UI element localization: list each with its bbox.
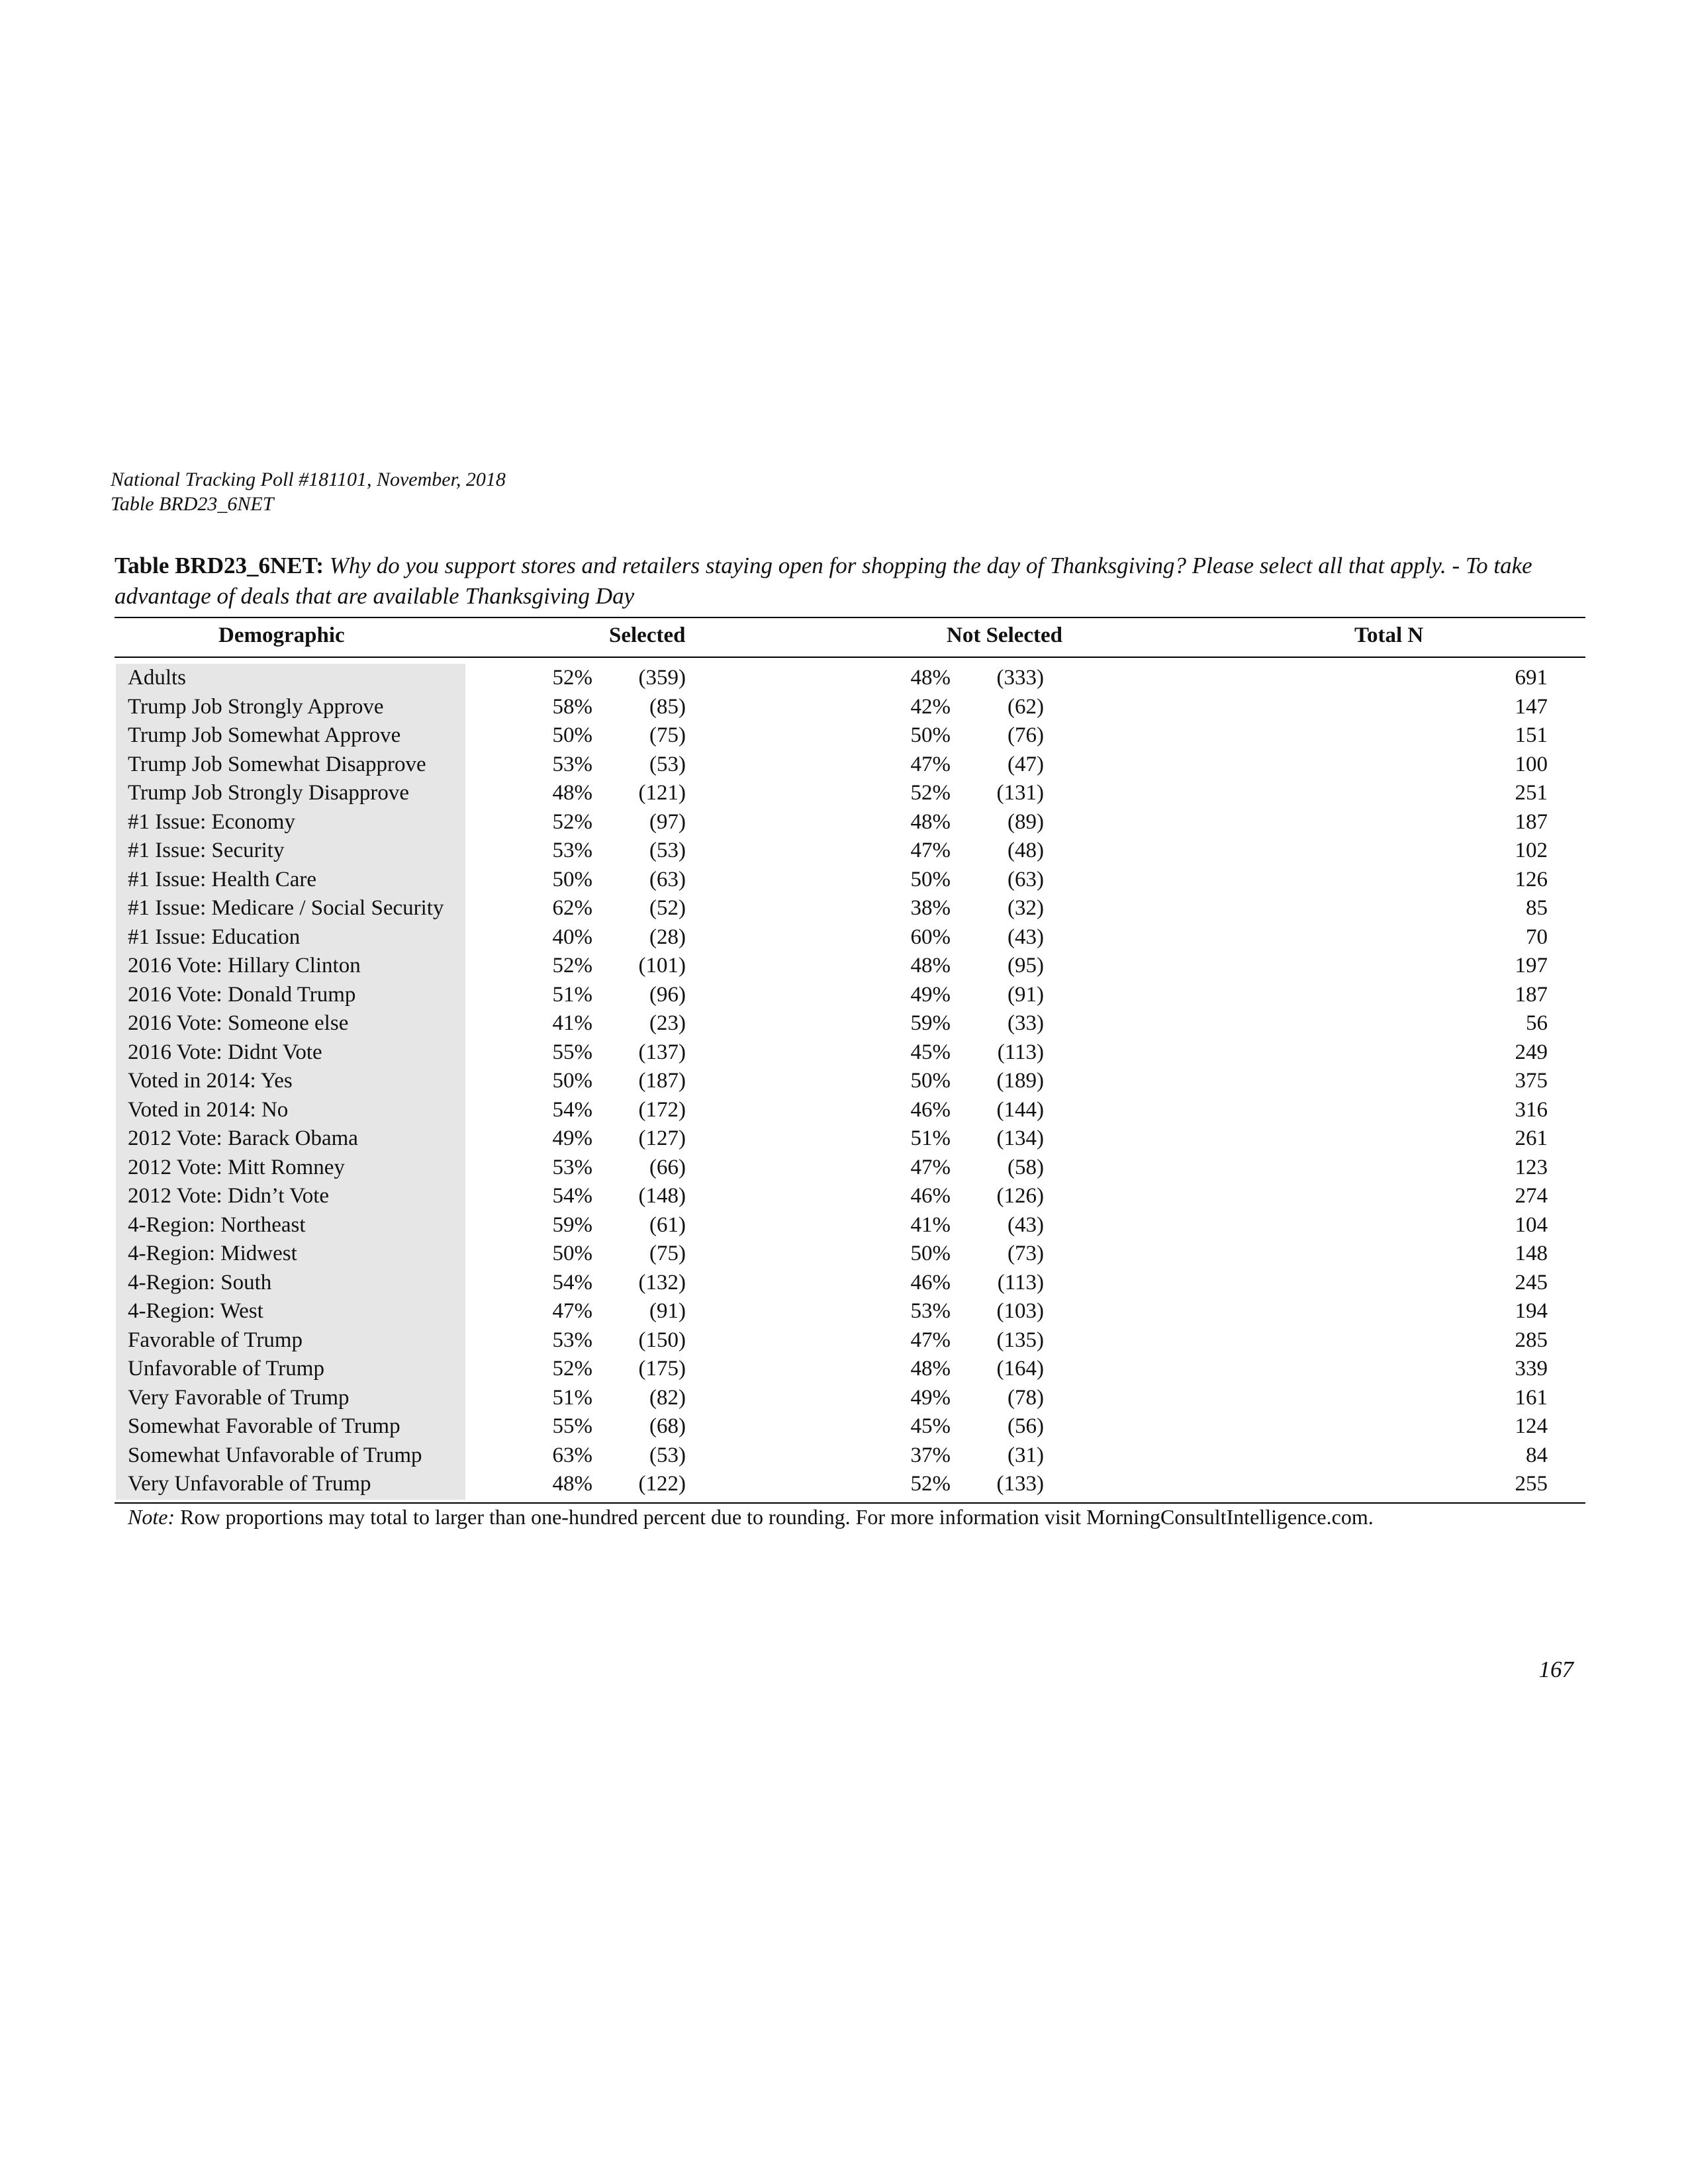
not-selected-count: (164) [996,1357,1044,1381]
not-selected-percent: 53% [910,1299,951,1323]
selected-percent: 54% [552,1270,592,1295]
table-row [0,1038,1688,1068]
not-selected-percent: 49% [910,1385,951,1410]
not-selected-count: (73) [1008,1242,1044,1265]
row-label: #1 Issue: Security [128,839,285,862]
row-label: Adults [128,666,187,690]
not-selected-count: (333) [996,666,1044,690]
row-label: 2012 Vote: Didn’t Vote [128,1184,330,1208]
caption-label: Table BRD23_6NET: [115,553,324,578]
not-selected-percent: 50% [910,867,951,891]
table-row [0,751,1688,780]
selected-percent: 49% [552,1126,592,1150]
row-label: Somewhat Favorable of Trump [128,1414,400,1438]
total-n: 285 [1515,1328,1548,1352]
not-selected-percent: 48% [910,954,951,978]
table-row [0,779,1688,808]
selected-count: (66) [649,1155,686,1179]
not-selected-percent: 51% [910,1126,951,1150]
row-label: 4-Region: South [128,1270,272,1295]
not-selected-percent: 41% [910,1212,951,1237]
total-n: 148 [1515,1242,1548,1265]
total-n: 85 [1526,896,1548,920]
total-n: 104 [1515,1212,1548,1237]
selected-count: (132) [638,1270,686,1295]
row-label: 2012 Vote: Mitt Romney [128,1155,345,1179]
not-selected-count: (43) [1008,925,1044,949]
not-selected-count: (47) [1008,752,1044,776]
selected-count: (101) [638,954,686,978]
not-selected-percent: 45% [910,1414,951,1438]
table-row [0,1240,1688,1269]
not-selected-count: (63) [1008,867,1044,891]
column-header-total-n: Total N [1354,623,1424,647]
total-n: 100 [1515,752,1548,776]
row-label: Very Unfavorable of Trump [128,1472,371,1496]
total-n: 339 [1515,1357,1548,1381]
not-selected-count: (144) [996,1097,1044,1122]
note-text: Row proportions may total to larger than one-hundred percent due to rounding. For more information visit MorningConsultIntelligence.com. [180,1505,1374,1529]
table-row [0,1412,1688,1441]
row-label: 2016 Vote: Hillary Clinton [128,954,361,978]
not-selected-percent: 48% [910,1357,951,1381]
total-n: 70 [1526,925,1548,949]
table-row [0,1384,1688,1413]
selected-count: (172) [638,1097,686,1122]
row-label: Trump Job Somewhat Disapprove [128,752,426,776]
row-label: Voted in 2014: No [128,1097,289,1122]
selected-percent: 53% [552,839,592,862]
total-n: 249 [1515,1040,1548,1064]
row-label: 2016 Vote: Didnt Vote [128,1040,322,1064]
not-selected-percent: 48% [910,809,951,834]
selected-percent: 50% [552,867,592,891]
not-selected-percent: 46% [910,1097,951,1122]
selected-count: (150) [638,1328,686,1352]
not-selected-count: (43) [1008,1212,1044,1237]
selected-count: (137) [638,1040,686,1064]
column-header-demographic: Demographic [218,623,345,647]
selected-count: (97) [649,809,686,834]
not-selected-percent: 47% [910,1328,951,1352]
total-n: 251 [1515,781,1548,805]
total-n: 161 [1515,1385,1548,1410]
selected-count: (75) [649,1242,686,1265]
not-selected-count: (58) [1008,1155,1044,1179]
row-label: Voted in 2014: Yes [128,1069,293,1093]
row-label: Unfavorable of Trump [128,1357,324,1381]
not-selected-count: (103) [996,1299,1044,1323]
total-n: 102 [1515,839,1548,862]
selected-count: (68) [649,1414,686,1438]
selected-percent: 54% [552,1097,592,1122]
table-note [128,1504,1374,1530]
selected-count: (28) [649,925,686,949]
total-n: 123 [1515,1155,1548,1179]
not-selected-count: (189) [996,1069,1044,1093]
not-selected-count: (126) [996,1184,1044,1208]
not-selected-count: (33) [1008,1011,1044,1035]
selected-count: (63) [649,867,686,891]
selected-count: (187) [638,1069,686,1093]
total-n: 691 [1515,666,1548,690]
not-selected-percent: 48% [910,666,951,690]
row-label: 4-Region: Midwest [128,1242,297,1265]
not-selected-count: (95) [1008,954,1044,978]
note-label: Note: [128,1505,175,1529]
table-row [0,1269,1688,1298]
not-selected-percent: 37% [910,1443,951,1467]
not-selected-count: (113) [997,1040,1044,1064]
total-n: 255 [1515,1472,1548,1496]
selected-percent: 55% [552,1414,592,1438]
not-selected-percent: 47% [910,839,951,862]
not-selected-count: (78) [1008,1385,1044,1410]
selected-percent: 53% [552,1155,592,1179]
total-n: 261 [1515,1126,1548,1150]
selected-percent: 59% [552,1212,592,1237]
selected-count: (23) [649,1011,686,1035]
selected-percent: 63% [552,1443,592,1467]
table-row [0,1297,1688,1326]
selected-percent: 47% [552,1299,592,1323]
not-selected-percent: 38% [910,896,951,920]
total-n: 375 [1515,1069,1548,1093]
selected-count: (175) [638,1357,686,1381]
selected-percent: 54% [552,1184,592,1208]
not-selected-percent: 47% [910,752,951,776]
not-selected-count: (76) [1008,723,1044,747]
table-row [0,808,1688,837]
selected-count: (121) [638,781,686,805]
selected-percent: 52% [552,666,592,690]
row-label: Trump Job Strongly Disapprove [128,781,410,805]
table-row [0,1182,1688,1211]
total-n: 197 [1515,954,1548,978]
selected-count: (82) [649,1385,686,1410]
row-label: #1 Issue: Medicare / Social Security [128,896,444,920]
selected-percent: 55% [552,1040,592,1064]
table-row [0,952,1688,981]
selected-percent: 52% [552,1357,592,1381]
selected-count: (52) [649,896,686,920]
selected-percent: 51% [552,982,592,1007]
selected-percent: 51% [552,1385,592,1410]
selected-percent: 53% [552,752,592,776]
selected-count: (91) [649,1299,686,1323]
not-selected-count: (135) [996,1328,1044,1352]
not-selected-percent: 45% [910,1040,951,1064]
table-row [0,837,1688,866]
header-poll-title: National Tracking Poll #181101, November, 2018 [111,469,506,490]
total-n: 274 [1515,1184,1548,1208]
header-rule [115,657,1585,658]
selected-count: (96) [649,982,686,1007]
table-row [0,1441,1688,1471]
selected-count: (75) [649,723,686,747]
table-body [0,664,1688,1499]
selected-percent: 50% [552,723,592,747]
table-row [0,1470,1688,1499]
selected-count: (85) [649,694,686,719]
not-selected-count: (89) [1008,809,1044,834]
selected-percent: 58% [552,694,592,719]
not-selected-count: (62) [1008,694,1044,719]
table-row [0,981,1688,1010]
selected-count: (53) [649,1443,686,1467]
selected-percent: 53% [552,1328,592,1352]
not-selected-percent: 46% [910,1184,951,1208]
selected-count: (359) [638,666,686,690]
table-row [0,1355,1688,1384]
selected-percent: 62% [552,896,592,920]
selected-percent: 48% [552,1472,592,1496]
selected-percent: 52% [552,954,592,978]
total-n: 84 [1526,1443,1548,1467]
row-label: #1 Issue: Health Care [128,867,316,891]
row-label: 2012 Vote: Barack Obama [128,1126,358,1150]
total-n: 316 [1515,1097,1548,1122]
selected-count: (61) [649,1212,686,1237]
total-n: 124 [1515,1414,1548,1438]
not-selected-percent: 46% [910,1270,951,1295]
total-n: 56 [1526,1011,1548,1035]
not-selected-percent: 60% [910,925,951,949]
row-label: Very Favorable of Trump [128,1385,350,1410]
total-n: 187 [1515,809,1548,834]
row-label: 4-Region: West [128,1299,263,1323]
header-table-id: Table BRD23_6NET [111,493,274,515]
selected-percent: 50% [552,1242,592,1265]
table-caption [115,551,1585,612]
row-label: Favorable of Trump [128,1328,303,1352]
table-row [0,1211,1688,1240]
table-row [0,721,1688,751]
row-label: 2016 Vote: Someone else [128,1011,349,1035]
column-header-not-selected: Not Selected [947,623,1063,647]
total-n: 187 [1515,982,1548,1007]
selected-count: (53) [649,839,686,862]
page-number: 167 [1538,1657,1573,1682]
selected-percent: 48% [552,781,592,805]
table-row [0,1096,1688,1125]
selected-percent: 40% [552,925,592,949]
not-selected-percent: 50% [910,1069,951,1093]
row-label: Somewhat Unfavorable of Trump [128,1443,422,1467]
table-row [0,664,1688,693]
not-selected-count: (134) [996,1126,1044,1150]
row-label: Trump Job Somewhat Approve [128,723,401,747]
total-n: 194 [1515,1299,1548,1323]
table-row [0,894,1688,923]
selected-count: (53) [649,752,686,776]
running-header [111,467,506,516]
not-selected-percent: 50% [910,1242,951,1265]
not-selected-percent: 47% [910,1155,951,1179]
table-row [0,866,1688,895]
table-row [0,1124,1688,1154]
row-label: 4-Region: Northeast [128,1212,306,1237]
not-selected-percent: 52% [910,1472,951,1496]
table-row [0,1154,1688,1183]
table-row [0,1326,1688,1355]
not-selected-count: (31) [1008,1443,1044,1467]
row-label: #1 Issue: Education [128,925,301,949]
selected-count: (127) [638,1126,686,1150]
selected-percent: 41% [552,1011,592,1035]
not-selected-count: (131) [996,781,1044,805]
not-selected-count: (48) [1008,839,1044,862]
total-n: 126 [1515,867,1548,891]
not-selected-percent: 59% [910,1011,951,1035]
not-selected-percent: 50% [910,723,951,747]
selected-count: (122) [638,1472,686,1496]
not-selected-count: (32) [1008,896,1044,920]
caption-question: Why do you support stores and retailers staying open for shopping the day of Thanksgiving? Please select all that apply. - To take advantage of deals that are available Thanksgiving Day [115,553,1532,609]
row-label: #1 Issue: Economy [128,809,295,834]
not-selected-percent: 52% [910,781,951,805]
not-selected-count: (91) [1008,982,1044,1007]
row-label: Trump Job Strongly Approve [128,694,384,719]
not-selected-percent: 42% [910,694,951,719]
table-row [0,693,1688,722]
table-row [0,1009,1688,1038]
total-n: 151 [1515,723,1548,747]
column-header-selected: Selected [609,623,686,647]
top-rule [115,617,1585,618]
table-row [0,1067,1688,1096]
total-n: 245 [1515,1270,1548,1295]
not-selected-percent: 49% [910,982,951,1007]
selected-percent: 50% [552,1069,592,1093]
not-selected-count: (113) [997,1270,1044,1295]
not-selected-count: (133) [996,1472,1044,1496]
selected-percent: 52% [552,809,592,834]
table-row [0,923,1688,952]
selected-count: (148) [638,1184,686,1208]
total-n: 147 [1515,694,1548,719]
not-selected-count: (56) [1008,1414,1044,1438]
row-label: 2016 Vote: Donald Trump [128,982,356,1007]
